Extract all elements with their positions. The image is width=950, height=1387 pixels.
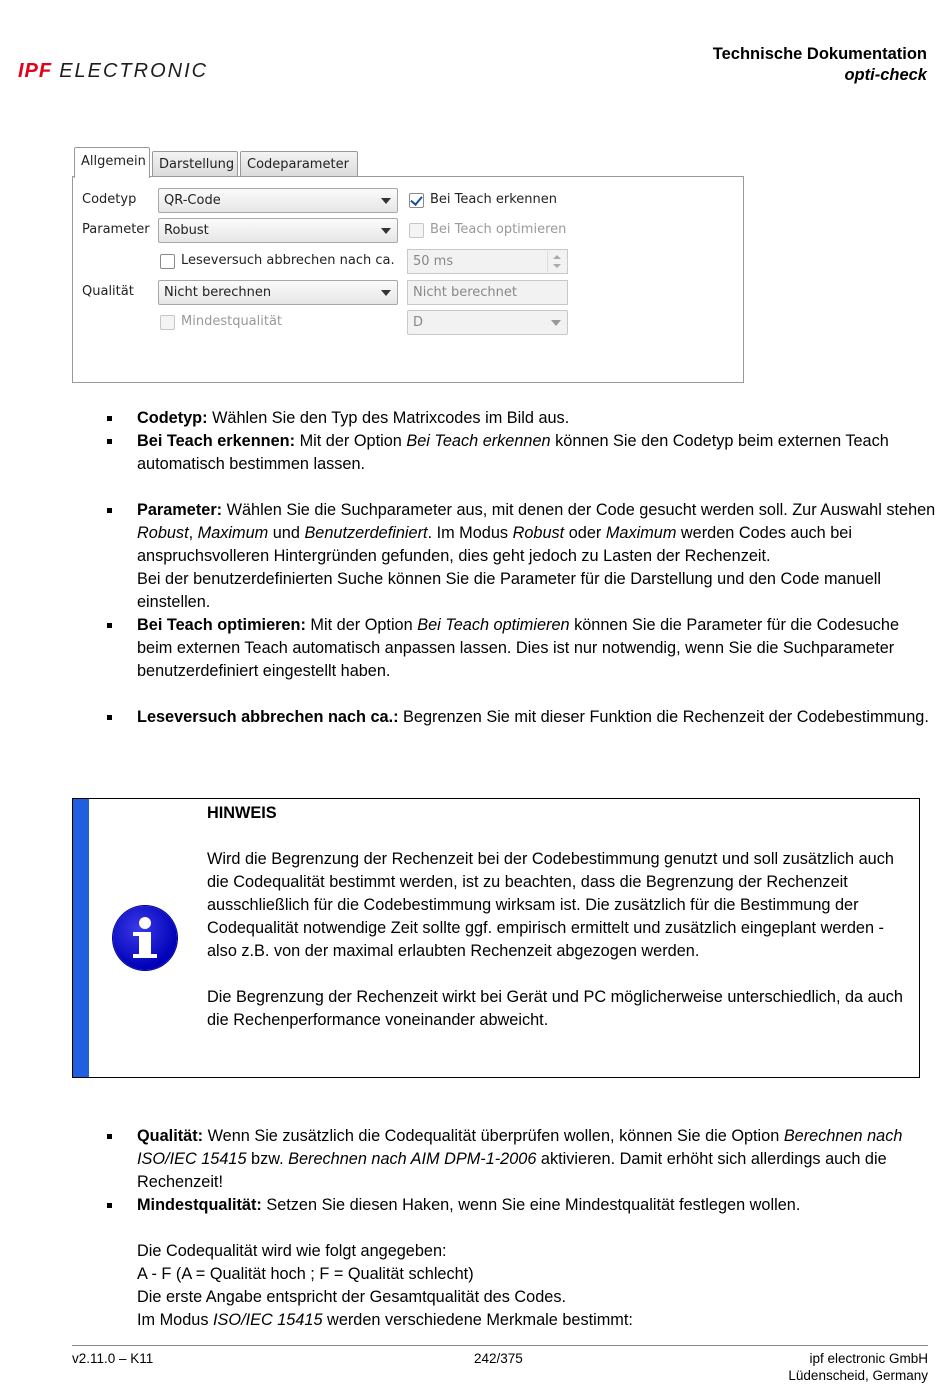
item-text: Begrenzen Sie mit dieser Funktion die Rechenzeit der Codebestimmung. xyxy=(398,708,929,726)
leseversuch-label: Leseversuch abbrechen nach ca. xyxy=(181,253,395,268)
company-name: ipf electronic GmbH xyxy=(809,1351,928,1366)
teach-erkennen-label: Bei Teach erkennen xyxy=(430,192,557,207)
mindestqualitaet-checkbox[interactable] xyxy=(160,315,175,330)
qualitaet-select[interactable] xyxy=(158,280,398,305)
item-text: bzw. xyxy=(246,1150,289,1168)
tab-panel xyxy=(72,176,744,383)
mindestqualitaet-select[interactable] xyxy=(407,310,568,335)
item-text: werden verschiedene Merkmale bestimmt: xyxy=(322,1311,633,1329)
item-text: können Sie die Parameter für die Codesuche beim externen Teach automatisch anpassen lassen. Dies ist nur notwendig, wenn Sie die Suchparameter benutzerdefiniert eingestellt haben. xyxy=(137,616,900,680)
option-name: Maximum xyxy=(605,524,677,542)
list-item xyxy=(107,499,937,614)
chevron-down-icon xyxy=(381,198,391,204)
quality-line xyxy=(107,1309,937,1332)
option-name: Benutzerdefiniert xyxy=(304,524,428,542)
company-logo xyxy=(18,60,208,83)
spin-up-icon xyxy=(553,255,561,259)
logo-electronic: ELECTRONIC xyxy=(59,60,209,82)
item-text: und xyxy=(268,524,305,542)
term: Bei Teach erkennen: xyxy=(137,432,296,450)
term: Qualität: xyxy=(137,1127,204,1145)
logo-ipf: IPF xyxy=(18,60,53,82)
note-paragraph: Wird die Begrenzung der Rechenzeit bei der Codebestimmung genutzt und soll zusätzlich auch die Codequalität bestimmt werden, ist zu beachten, dass die Begrenzung der Rechenzeit ausschließlich für die Codebestimmung wirksam ist. Die zusätzlich für die Bestimmung der Codequalität notwendige Zeit sollte ggf. empirisch ermittelt und zusätzlich eingeplant werden - also z.B. von der maximal erlaubten Rechenzeit abgezogen werden. xyxy=(207,850,894,960)
item-text: Mit der Option xyxy=(305,616,418,634)
parameter-value: Robust xyxy=(164,223,209,238)
option-name: ISO/IEC 15415 xyxy=(213,1311,323,1329)
chevron-down-icon xyxy=(551,320,561,326)
item-text: Wenn Sie zusätzlich die Codequalität überprüfen wollen, können Sie die Option xyxy=(203,1127,784,1145)
option-name: Bei Teach optimieren xyxy=(417,616,570,634)
teach-erkennen-checkbox[interactable] xyxy=(409,193,424,208)
qualitaet-result-value: Nicht berechnet xyxy=(413,285,517,300)
mindestqualitaet-value: D xyxy=(413,315,424,330)
leseversuch-value: 50 ms xyxy=(413,254,454,269)
bullet-list-1 xyxy=(107,407,937,729)
item-text: Wählen Sie die Suchparameter aus, mit denen der Code gesucht werden soll. Zur Auswahl stehen xyxy=(222,501,936,519)
quality-line: A - F (A = Qualität hoch ; F = Qualität schlecht) xyxy=(137,1265,474,1283)
note-content xyxy=(207,802,915,1032)
codetyp-label: Codetyp xyxy=(82,192,137,207)
parameter-label: Parameter xyxy=(82,222,150,237)
item-text: Wählen Sie den Typ des Matrixcodes im Bild aus. xyxy=(207,409,570,427)
list-item xyxy=(107,430,937,476)
note-heading: HINWEIS xyxy=(207,804,277,822)
qualitaet-value: Nicht berechnen xyxy=(164,285,272,300)
leseversuch-checkbox[interactable] xyxy=(160,254,175,269)
note-paragraph: Die Begrenzung der Rechenzeit wirkt bei Gerät und PC möglicherweise unterschiedlich, da auch die Rechenperformance voneinander abweicht. xyxy=(207,988,903,1029)
term: Leseversuch abbrechen nach ca.: xyxy=(137,708,399,726)
company-location: Lüdenscheid, Germany xyxy=(788,1368,928,1383)
option-name: Berechnen nach AIM DPM-1-2006 xyxy=(288,1150,537,1168)
hinweis-box xyxy=(72,798,920,1078)
item-text: können Sie den Codetyp beim externen Teach automatisch bestimmen lassen. xyxy=(137,432,889,473)
footer-version: v2.11.0 – K11 xyxy=(72,1351,154,1366)
item-text: Bei der benutzerdefinierten Suche können Sie die Parameter für die Darstellung und den Code manuell einstellen. xyxy=(137,570,881,611)
list-item xyxy=(107,614,937,683)
term: Codetyp: xyxy=(137,409,208,427)
list-item xyxy=(107,407,937,430)
settings-dialog xyxy=(72,147,744,383)
footer-company xyxy=(788,1350,928,1384)
item-text: . Im Modus xyxy=(427,524,513,542)
tab-allgemein[interactable]: Allgemein xyxy=(74,147,150,178)
term: Parameter: xyxy=(137,501,223,519)
item-text: Setzen Sie diesen Haken, wenn Sie eine Mindestqualität festlegen wollen. xyxy=(261,1196,801,1214)
chevron-down-icon xyxy=(381,290,391,296)
document-subtitle: opti-check xyxy=(844,66,927,84)
item-text: oder xyxy=(564,524,606,542)
document-header xyxy=(713,44,927,86)
qualitaet-result-field xyxy=(407,280,568,305)
teach-optimieren-checkbox[interactable] xyxy=(409,223,424,238)
spin-buttons[interactable] xyxy=(547,251,566,272)
mindestqualitaet-label: Mindestqualität xyxy=(181,314,283,329)
quality-line: Die Codequalität wird wie folgt angegeben: xyxy=(137,1242,447,1260)
qualitaet-label: Qualität xyxy=(82,284,134,299)
item-text: Im Modus xyxy=(137,1311,214,1329)
option-name: Bei Teach erkennen xyxy=(406,432,551,450)
spin-down-icon xyxy=(553,264,561,268)
option-name: Maximum xyxy=(197,524,269,542)
teach-optimieren-label: Bei Teach optimieren xyxy=(430,222,567,237)
list-item xyxy=(107,1125,937,1194)
parameter-select[interactable] xyxy=(158,218,398,243)
leseversuch-spinbox[interactable] xyxy=(407,249,568,274)
option-name: Robust xyxy=(137,524,189,542)
document-title: Technische Dokumentation xyxy=(712,45,927,63)
option-name: Robust xyxy=(512,524,565,542)
item-text: Mit der Option xyxy=(295,432,407,450)
term: Bei Teach optimieren: xyxy=(137,616,306,634)
item-text: aktivieren. Damit erhöht sich allerdings auch die Rechenzeit! xyxy=(137,1150,887,1191)
info-icon xyxy=(113,906,177,970)
quality-line: Die erste Angabe entspricht der Gesamtqualität des Codes. xyxy=(137,1288,566,1306)
note-bar xyxy=(73,799,89,1077)
check-icon xyxy=(410,193,422,206)
bullet-list-2 xyxy=(107,1125,937,1332)
item-text: werden Codes auch bei anspruchsvolleren Hintergründen gefunden, dies geht jedoch zu Lasten der Rechenzeit. xyxy=(137,524,852,565)
list-item xyxy=(107,1194,937,1217)
item-text: , xyxy=(188,524,198,542)
footer-rule xyxy=(72,1345,928,1346)
chevron-down-icon xyxy=(381,228,391,234)
page-number: 242/375 xyxy=(474,1351,523,1366)
term: Mindestqualität: xyxy=(137,1196,262,1214)
codetyp-select[interactable] xyxy=(158,188,398,213)
list-item xyxy=(107,706,937,729)
codetyp-value: QR-Code xyxy=(164,193,221,208)
tab-codeparameter[interactable]: Codeparameter xyxy=(240,151,358,176)
option-name: Berechnen nach ISO/IEC 15415 xyxy=(137,1127,903,1168)
tab-darstellung[interactable]: Darstellung xyxy=(152,151,238,176)
